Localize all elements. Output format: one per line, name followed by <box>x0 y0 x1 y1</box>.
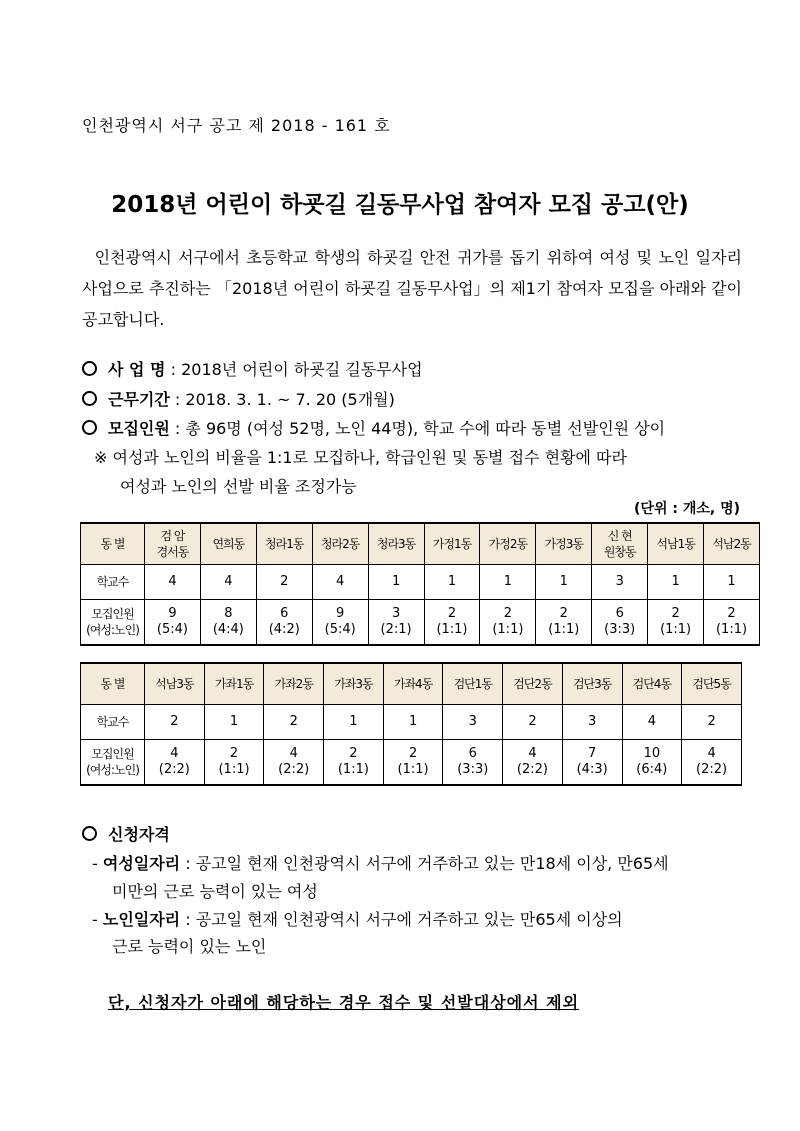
row-label-schools: 학교수 <box>81 705 145 740</box>
intro-text: 인천광역시 서구에서 초등학교 학생의 하굣길 안전 귀가를 돕기 위하여 여성 및 노인 일자리 사업으로 추진하는 「2018년 어린이 하굣길 길동무사업」의 제1기 참여자 모집을 아래와 같이 공고합니다. <box>82 248 743 329</box>
recruit-count-cell: 2 (1:1) <box>204 740 264 786</box>
recruit-count-cell: 6 (3:3) <box>443 740 503 786</box>
recruit-count-cell: 4 (2:2) <box>503 740 563 786</box>
recruit-count-cell: 7 (4:3) <box>562 740 622 786</box>
table-row-schools <box>81 565 760 600</box>
recruit-count-cell: 3 (2:1) <box>368 600 424 646</box>
circle-bullet-icon <box>82 420 97 435</box>
dong-header-cell: 가정1동 <box>424 523 480 565</box>
dong-header-cell: 가좌3동 <box>324 663 384 705</box>
women-job-text-2: 미만의 근로 능력이 있는 여성 <box>112 882 318 901</box>
dong-header-cell: 검 암 경서동 <box>145 523 201 565</box>
recruit-count-cell: 4 (2:2) <box>145 740 205 786</box>
row-label-recruit: 모집인원 (여성:노인) <box>81 600 145 646</box>
recruit-count-cell: 2 (1:1) <box>424 600 480 646</box>
school-count-cell: 1 <box>368 565 424 600</box>
table-header-row <box>81 523 760 565</box>
recruit-count-cell: 8 (4:4) <box>200 600 256 646</box>
dong-header-cell: 신 현 원창동 <box>592 523 648 565</box>
school-count-cell: 2 <box>256 565 312 600</box>
qualification-heading: 신청자격 <box>82 822 170 845</box>
dong-header-cell: 검단5동 <box>682 663 742 705</box>
table-row-recruit <box>81 740 742 786</box>
recruit-count-cell: 4 (2:2) <box>264 740 324 786</box>
school-count-cell: 1 <box>204 705 264 740</box>
senior-job-line: - 노인일자리 : 공고일 현재 인천광역시 서구에 거주하고 있는 만65세 이상의 <box>92 910 623 929</box>
dong-header-cell: 검단4동 <box>622 663 682 705</box>
dong-header-cell: 검단1동 <box>443 663 503 705</box>
school-count-cell: 1 <box>480 565 536 600</box>
dong-header-cell: 석남3동 <box>145 663 205 705</box>
recruit-count-cell: 2 (1:1) <box>480 600 536 646</box>
header-label: 동 별 <box>81 523 145 565</box>
row-label-recruit: 모집인원 (여성:노인) <box>81 740 145 786</box>
recruit-count-cell: 4 (2:2) <box>682 740 742 786</box>
dong-header-cell: 가좌2동 <box>264 663 324 705</box>
senior-job-text: : 공고일 현재 인천광역시 서구에 거주하고 있는 만65세 이상의 <box>185 910 623 929</box>
dong-header-cell: 석남2동 <box>704 523 760 565</box>
item-work-period <box>82 387 395 410</box>
recruit-table-2 <box>80 662 742 786</box>
school-count-cell: 2 <box>145 705 205 740</box>
school-count-cell: 3 <box>592 565 648 600</box>
recruit-count-cell: 2 (1:1) <box>648 600 704 646</box>
circle-bullet-icon <box>82 826 97 841</box>
row-label-schools: 학교수 <box>81 565 145 600</box>
dong-header-cell: 석남1동 <box>648 523 704 565</box>
school-count-cell: 4 <box>200 565 256 600</box>
item-project-name <box>82 357 423 380</box>
note-line-2: 여성과 노인의 선발 비율 조정가능 <box>120 477 357 496</box>
dong-header-cell: 가정3동 <box>536 523 592 565</box>
dong-header-cell: 청라3동 <box>368 523 424 565</box>
intro-paragraph <box>82 242 742 335</box>
school-count-cell: 2 <box>503 705 563 740</box>
recruit-count-cell: 2 (1:1) <box>383 740 443 786</box>
dong-header-cell: 청라1동 <box>256 523 312 565</box>
senior-job-text-2: 근로 능력이 있는 노인 <box>112 937 267 956</box>
item-label: 근무기간 <box>108 390 170 409</box>
dong-header-cell: 가정2동 <box>480 523 536 565</box>
women-job-line: - 여성일자리 : 공고일 현재 인천광역시 서구에 거주하고 있는 만18세 이상, 만65세 <box>92 854 669 873</box>
circle-bullet-icon <box>82 391 97 406</box>
item-value: : 2018년 어린이 하굣길 길동무사업 <box>170 360 423 379</box>
recruit-count-cell: 9 (5:4) <box>145 600 201 646</box>
school-count-cell: 4 <box>312 565 368 600</box>
dong-header-cell: 가좌4동 <box>383 663 443 705</box>
note-line-1: ※ 여성과 노인의 비율을 1:1로 모집하나, 학급인원 및 동별 접수 현황에 따라 <box>94 448 627 467</box>
dong-header-cell: 가좌1동 <box>204 663 264 705</box>
school-count-cell: 1 <box>424 565 480 600</box>
dong-header-cell: 청라2동 <box>312 523 368 565</box>
recruit-count-cell: 6 (4:2) <box>256 600 312 646</box>
notice-number: 인천광역시 서구 공고 제 2018 - 161 호 <box>82 116 391 135</box>
school-count-cell: 2 <box>682 705 742 740</box>
school-count-cell: 1 <box>324 705 384 740</box>
recruit-count-cell: 2 (1:1) <box>324 740 384 786</box>
dong-header-cell: 연희동 <box>200 523 256 565</box>
item-value: : 2018. 3. 1. ~ 7. 20 (5개월) <box>174 390 395 409</box>
circle-bullet-icon <box>82 361 97 376</box>
women-job-label: 여성일자리 <box>102 854 181 873</box>
senior-job-label: 노인일자리 <box>102 910 181 929</box>
recruit-count-cell: 10 (6:4) <box>622 740 682 786</box>
unit-note: (단위 : 개소, 명) <box>634 501 740 517</box>
item-label: 사 업 명 <box>108 360 166 379</box>
header-label: 동 별 <box>81 663 145 705</box>
school-count-cell: 1 <box>383 705 443 740</box>
recruit-count-cell: 9 (5:4) <box>312 600 368 646</box>
recruit-count-cell: 2 (1:1) <box>536 600 592 646</box>
school-count-cell: 3 <box>443 705 503 740</box>
item-recruit-count <box>82 416 665 439</box>
dong-header-cell: 검단2동 <box>503 663 563 705</box>
school-count-cell: 1 <box>704 565 760 600</box>
school-count-cell: 1 <box>648 565 704 600</box>
recruit-count-cell: 6 (3:3) <box>592 600 648 646</box>
school-count-cell: 2 <box>264 705 324 740</box>
school-count-cell: 4 <box>622 705 682 740</box>
item-label: 모집인원 <box>108 419 170 438</box>
table-row-schools <box>81 705 742 740</box>
table-header-row <box>81 663 742 705</box>
recruit-table-1 <box>80 522 760 646</box>
recruit-count-cell: 2 (1:1) <box>704 600 760 646</box>
page-title: 2018년 어린이 하굣길 길동무사업 참여자 모집 공고(안) <box>111 192 689 218</box>
table-row-recruit <box>81 600 760 646</box>
item-value: : 총 96명 (여성 52명, 노인 44명), 학교 수에 따라 동별 선발인원 상이 <box>174 419 666 438</box>
school-count-cell: 4 <box>145 565 201 600</box>
women-job-text: : 공고일 현재 인천광역시 서구에 거주하고 있는 만18세 이상, 만65세 <box>185 854 669 873</box>
exclusion-notice: 단, 신청자가 아래에 해당하는 경우 접수 및 선발대상에서 제외 <box>108 993 580 1012</box>
dong-header-cell: 검단3동 <box>562 663 622 705</box>
school-count-cell: 3 <box>562 705 622 740</box>
school-count-cell: 1 <box>536 565 592 600</box>
